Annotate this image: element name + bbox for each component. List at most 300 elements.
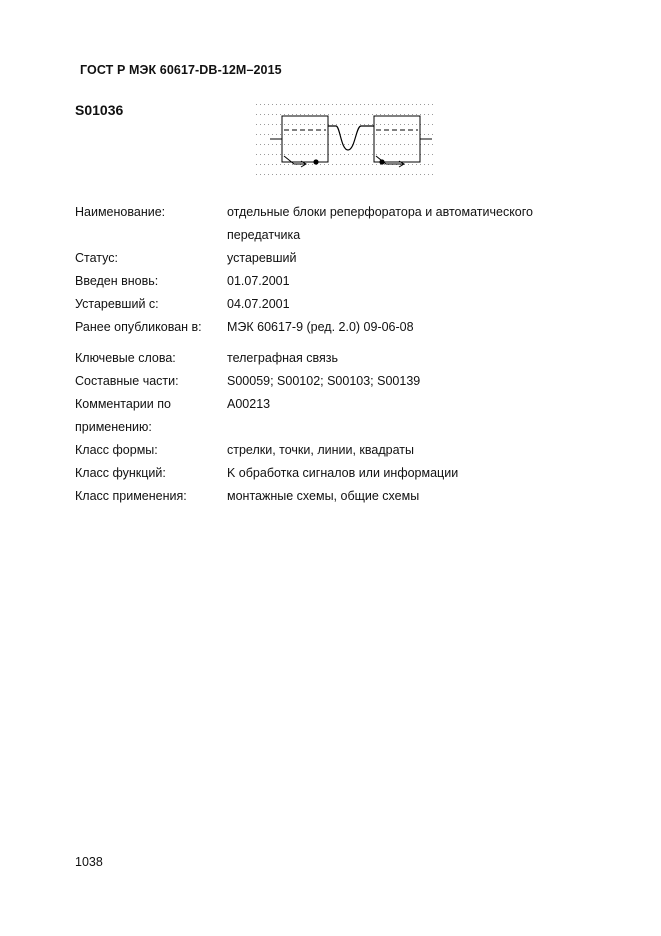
grid-dot — [324, 104, 325, 105]
grid-dot — [360, 144, 361, 145]
grid-dot — [280, 134, 281, 135]
grid-dot — [344, 104, 345, 105]
grid-dot — [400, 114, 401, 115]
grid-dot — [432, 124, 433, 125]
grid-dot — [256, 124, 257, 125]
grid-dot — [256, 114, 257, 115]
grid-dot — [292, 144, 293, 145]
grid-dot — [264, 164, 265, 165]
grid-dot — [396, 174, 397, 175]
grid-dot — [360, 134, 361, 135]
grid-dot — [416, 104, 417, 105]
grid-dot — [368, 134, 369, 135]
grid-dot — [280, 124, 281, 125]
grid-dot — [312, 134, 313, 135]
grid-dot — [292, 114, 293, 115]
grid-dot — [264, 174, 265, 175]
grid-dot — [376, 114, 377, 115]
grid-dot — [388, 124, 389, 125]
grid-dot — [328, 174, 329, 175]
grid-dot — [340, 174, 341, 175]
grid-dot — [312, 154, 313, 155]
grid-dot — [416, 134, 417, 135]
grid-dot — [272, 144, 273, 145]
grid-dot — [396, 154, 397, 155]
grid-dot — [364, 124, 365, 125]
grid-dot — [340, 104, 341, 105]
grid-dot — [408, 134, 409, 135]
grid-dot — [260, 174, 261, 175]
field-label — [75, 393, 225, 439]
grid-dot — [284, 124, 285, 125]
grid-dot — [308, 134, 309, 135]
grid-dot — [332, 144, 333, 145]
grid-dot — [356, 114, 357, 115]
grid-dot — [260, 114, 261, 115]
grid-dot — [308, 114, 309, 115]
grid-dot — [428, 164, 429, 165]
grid-dot — [432, 104, 433, 105]
grid-dot — [392, 104, 393, 105]
grid-dot — [336, 144, 337, 145]
grid-dot — [336, 154, 337, 155]
grid-dot — [372, 164, 373, 165]
field-value — [227, 293, 587, 316]
grid-dot — [280, 144, 281, 145]
grid-dot — [320, 174, 321, 175]
document-header: ГОСТ Р МЭК 60617-DB-12M–2015 — [80, 63, 282, 77]
grid-dot — [364, 144, 365, 145]
field-value-line: передатчика — [227, 228, 301, 242]
grid-dot — [324, 134, 325, 135]
grid-dot — [272, 154, 273, 155]
grid-dot — [380, 104, 381, 105]
grid-dot — [288, 114, 289, 115]
grid-dot — [424, 154, 425, 155]
grid-dot — [364, 104, 365, 105]
grid-dot — [284, 154, 285, 155]
grid-dot — [356, 174, 357, 175]
grid-dot — [268, 144, 269, 145]
field-value-line: монтажные схемы, общие схемы — [227, 489, 420, 503]
grid-dot — [284, 114, 285, 115]
field-value-line: K обработка сигналов или информации — [227, 466, 459, 480]
tape-connection — [328, 126, 374, 150]
grid-dot — [416, 164, 417, 165]
grid-dot — [272, 104, 273, 105]
grid-dot — [328, 164, 329, 165]
grid-dot — [264, 154, 265, 155]
grid-dot — [432, 174, 433, 175]
grid-dot — [292, 164, 293, 165]
grid-dot — [276, 144, 277, 145]
grid-dot — [424, 174, 425, 175]
grid-dot — [368, 124, 369, 125]
grid-dot — [324, 154, 325, 155]
grid-dot — [356, 104, 357, 105]
grid-dot — [368, 154, 369, 155]
grid-dot — [380, 114, 381, 115]
right-dot — [379, 159, 384, 164]
grid-dot — [352, 114, 353, 115]
grid-dot — [400, 144, 401, 145]
grid-dot — [264, 104, 265, 105]
grid-dot — [312, 164, 313, 165]
grid-dot — [412, 174, 413, 175]
grid-dot — [340, 154, 341, 155]
grid-dot — [316, 114, 317, 115]
grid-dot — [328, 104, 329, 105]
grid-dot — [364, 164, 365, 165]
field-label: Класс формы: — [75, 443, 158, 457]
grid-dot — [348, 124, 349, 125]
grid-dot — [416, 144, 417, 145]
symbol-code: S01036 — [75, 102, 124, 118]
grid-dot — [272, 124, 273, 125]
grid-dot — [428, 134, 429, 135]
grid-dot — [272, 134, 273, 135]
field-label: Класс применения: — [75, 489, 187, 503]
grid-dot — [320, 154, 321, 155]
grid-dot — [268, 114, 269, 115]
grid-dot — [396, 114, 397, 115]
grid-dot — [392, 174, 393, 175]
grid-dot — [292, 124, 293, 125]
grid-dot — [432, 114, 433, 115]
field-value — [227, 270, 587, 293]
grid-dot — [356, 144, 357, 145]
grid-dot — [388, 134, 389, 135]
field-value-line: МЭК 60617-9 (ред. 2.0) 09-06-08 — [227, 320, 414, 334]
grid-dot — [404, 154, 405, 155]
grid-dot — [264, 124, 265, 125]
field-label: Введен вновь: — [75, 274, 159, 288]
grid-dot — [360, 164, 361, 165]
grid-dot — [384, 174, 385, 175]
grid-dot — [340, 164, 341, 165]
grid-dot — [352, 104, 353, 105]
grid-dot — [300, 124, 301, 125]
grid-dot — [308, 164, 309, 165]
field-value — [227, 316, 587, 339]
grid-dot — [416, 174, 417, 175]
grid-dot — [412, 104, 413, 105]
grid-dot — [432, 134, 433, 135]
grid-dot — [360, 104, 361, 105]
grid-dot — [404, 124, 405, 125]
grid-dot — [352, 154, 353, 155]
grid-dot — [312, 114, 313, 115]
grid-dot — [336, 134, 337, 135]
grid-dot — [424, 134, 425, 135]
field-value — [227, 201, 587, 247]
grid-dot — [372, 144, 373, 145]
grid-dot — [408, 104, 409, 105]
field-label: Наименование: — [75, 205, 166, 219]
grid-dot — [340, 144, 341, 145]
grid-dot — [300, 174, 301, 175]
grid-dot — [312, 124, 313, 125]
grid-dot — [380, 144, 381, 145]
grid-dot — [364, 174, 365, 175]
page-number: 1038 — [75, 855, 103, 869]
grid-dot — [404, 174, 405, 175]
grid-dot — [380, 174, 381, 175]
grid-dot — [404, 144, 405, 145]
grid-dot — [284, 144, 285, 145]
grid-dot — [332, 114, 333, 115]
grid-dot — [256, 144, 257, 145]
grid-dot — [320, 124, 321, 125]
grid-dot — [304, 124, 305, 125]
grid-dot — [288, 174, 289, 175]
grid-dot — [364, 114, 365, 115]
grid-dot — [324, 124, 325, 125]
grid-dot — [412, 144, 413, 145]
grid-dot — [300, 144, 301, 145]
grid-dot — [280, 114, 281, 115]
grid-dot — [368, 114, 369, 115]
grid-dot — [408, 124, 409, 125]
grid-dot — [304, 174, 305, 175]
grid-dot — [380, 154, 381, 155]
grid-dot — [416, 124, 417, 125]
left-dot — [313, 159, 318, 164]
grid-dot — [388, 144, 389, 145]
grid-dot — [268, 154, 269, 155]
grid-dot — [280, 164, 281, 165]
field-label: Составные части: — [75, 374, 179, 388]
grid-dot — [348, 134, 349, 135]
grid-dot — [408, 144, 409, 145]
grid-dot — [276, 154, 277, 155]
grid-dot — [280, 174, 281, 175]
grid-dot — [408, 154, 409, 155]
grid-dot — [288, 104, 289, 105]
grid-dot — [344, 174, 345, 175]
grid-dot — [264, 134, 265, 135]
grid-dot — [424, 164, 425, 165]
grid-dot — [260, 124, 261, 125]
grid-dot — [256, 174, 257, 175]
grid-dots — [256, 104, 433, 175]
grid-dot — [272, 174, 273, 175]
grid-dot — [296, 154, 297, 155]
grid-dot — [420, 114, 421, 115]
grid-dot — [372, 154, 373, 155]
grid-dot — [276, 134, 277, 135]
grid-dot — [432, 144, 433, 145]
grid-dot — [260, 144, 261, 145]
grid-dot — [344, 114, 345, 115]
grid-dot — [392, 114, 393, 115]
grid-dot — [428, 154, 429, 155]
grid-dot — [408, 174, 409, 175]
grid-dot — [332, 124, 333, 125]
field-label: Класс функций: — [75, 466, 166, 480]
field-value-line: телеграфная связь — [227, 351, 338, 365]
grid-dot — [284, 134, 285, 135]
field-value-line: отдельные блоки реперфоратора и автоматического — [227, 205, 533, 219]
grid-dot — [272, 164, 273, 165]
symbol-graphic — [254, 102, 436, 176]
grid-dot — [360, 174, 361, 175]
grid-dot — [292, 104, 293, 105]
grid-dot — [296, 134, 297, 135]
grid-dot — [276, 164, 277, 165]
field-value-line: 01.07.2001 — [227, 274, 290, 288]
grid-dot — [296, 104, 297, 105]
grid-dot — [276, 174, 277, 175]
grid-dot — [344, 144, 345, 145]
grid-dot — [424, 144, 425, 145]
field-value-line: стрелки, точки, линии, квадраты — [227, 443, 414, 457]
field-value — [227, 439, 587, 462]
grid-dot — [352, 174, 353, 175]
grid-dot — [264, 114, 265, 115]
grid-dot — [284, 164, 285, 165]
grid-dot — [412, 124, 413, 125]
grid-dot — [280, 154, 281, 155]
grid-dot — [276, 104, 277, 105]
grid-dot — [424, 124, 425, 125]
grid-dot — [404, 134, 405, 135]
grid-dot — [316, 124, 317, 125]
grid-dot — [368, 104, 369, 105]
grid-dot — [332, 174, 333, 175]
grid-dot — [352, 124, 353, 125]
grid-dot — [308, 144, 309, 145]
grid-dot — [304, 144, 305, 145]
grid-dot — [388, 104, 389, 105]
grid-dot — [376, 164, 377, 165]
grid-dot — [384, 164, 385, 165]
grid-dot — [292, 134, 293, 135]
grid-dot — [296, 124, 297, 125]
grid-dot — [376, 174, 377, 175]
grid-dot — [256, 104, 257, 105]
grid-dot — [260, 134, 261, 135]
grid-dot — [400, 154, 401, 155]
left-arrow — [284, 156, 306, 164]
grid-dot — [300, 154, 301, 155]
grid-dot — [400, 124, 401, 125]
grid-dot — [332, 134, 333, 135]
grid-dot — [368, 144, 369, 145]
grid-dot — [304, 104, 305, 105]
grid-dot — [264, 144, 265, 145]
grid-dot — [360, 124, 361, 125]
right-block — [374, 116, 420, 162]
grid-dot — [260, 164, 261, 165]
grid-dot — [400, 134, 401, 135]
grid-dot — [292, 174, 293, 175]
field-value-line: 04.07.2001 — [227, 297, 290, 311]
grid-dot — [336, 124, 337, 125]
grid-dot — [316, 154, 317, 155]
grid-dot — [428, 144, 429, 145]
grid-dot — [392, 134, 393, 135]
grid-dot — [352, 134, 353, 135]
grid-dot — [328, 114, 329, 115]
grid-dot — [316, 104, 317, 105]
grid-dot — [376, 154, 377, 155]
grid-dot — [412, 154, 413, 155]
grid-dot — [400, 104, 401, 105]
grid-dot — [364, 154, 365, 155]
grid-dot — [372, 174, 373, 175]
grid-dot — [304, 114, 305, 115]
grid-dot — [360, 154, 361, 155]
grid-dot — [392, 154, 393, 155]
grid-dot — [372, 114, 373, 115]
grid-dot — [288, 124, 289, 125]
grid-dot — [396, 104, 397, 105]
grid-dot — [268, 164, 269, 165]
grid-dot — [256, 164, 257, 165]
grid-dot — [348, 104, 349, 105]
grid-dot — [408, 164, 409, 165]
grid-dot — [332, 164, 333, 165]
grid-dot — [340, 114, 341, 115]
grid-dot — [368, 164, 369, 165]
grid-dot — [320, 104, 321, 105]
grid-dot — [412, 164, 413, 165]
field-label: Ранее опубликован в: — [75, 320, 202, 334]
grid-dot — [428, 104, 429, 105]
field-value — [227, 393, 587, 416]
grid-dot — [256, 154, 257, 155]
grid-dot — [404, 104, 405, 105]
grid-dot — [276, 114, 277, 115]
grid-dot — [316, 134, 317, 135]
grid-dot — [428, 124, 429, 125]
grid-dot — [336, 104, 337, 105]
grid-dot — [400, 174, 401, 175]
grid-dot — [428, 174, 429, 175]
grid-dot — [348, 164, 349, 165]
grid-dot — [416, 154, 417, 155]
grid-dot — [428, 114, 429, 115]
grid-dot — [396, 124, 397, 125]
field-value — [227, 485, 587, 508]
grid-dot — [268, 174, 269, 175]
field-label: Статус: — [75, 251, 118, 265]
grid-dot — [388, 174, 389, 175]
grid-dot — [324, 114, 325, 115]
field-value-line: A00213 — [227, 397, 271, 411]
grid-dot — [276, 124, 277, 125]
grid-dot — [392, 144, 393, 145]
grid-dot — [324, 144, 325, 145]
grid-dot — [260, 104, 261, 105]
grid-dot — [376, 124, 377, 125]
grid-dot — [384, 104, 385, 105]
field-value-line: S00059; S00102; S00103; S00139 — [227, 374, 421, 388]
field-value — [227, 347, 587, 370]
grid-dot — [416, 114, 417, 115]
grid-dot — [376, 104, 377, 105]
field-label-line: Комментарии по — [75, 397, 171, 411]
grid-dot — [396, 134, 397, 135]
grid-dot — [292, 154, 293, 155]
grid-dot — [340, 124, 341, 125]
grid-dot — [324, 174, 325, 175]
grid-dot — [284, 174, 285, 175]
grid-dot — [268, 124, 269, 125]
grid-dot — [300, 104, 301, 105]
grid-dot — [348, 144, 349, 145]
